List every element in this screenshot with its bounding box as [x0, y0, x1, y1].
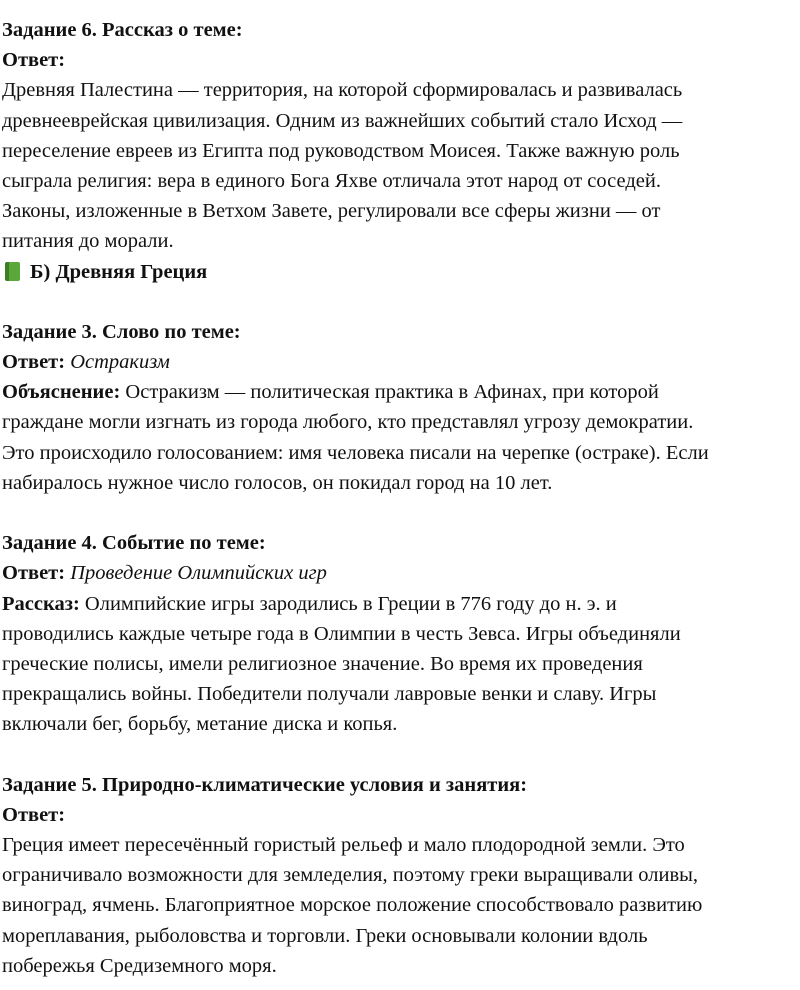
answer-value: Остракизм	[70, 351, 170, 374]
text-line: проводились каждые четыре года в Олимпии в честь Зевса. Игры объединяли	[2, 622, 681, 645]
answer-label: Ответ:	[2, 49, 66, 72]
text-line: Это происходило голосованием: имя человека писали на черепке (остраке). Если	[2, 441, 709, 464]
green-book-icon	[5, 262, 20, 281]
section-heading	[2, 257, 798, 287]
task-4	[2, 528, 798, 739]
text-line: граждане могли изгнать из города любого, кто представлял угрозу демократии.	[2, 411, 694, 434]
answer-row	[2, 347, 798, 377]
document	[2, 15, 798, 981]
text-line: Олимпийские игры зародились в Греции в 776 году до н. э. и	[84, 592, 617, 615]
text-line: питания до морали.	[2, 230, 174, 253]
text-line: побережья Средиземного моря.	[2, 954, 277, 977]
text-line: сыграла религия: вера в единого Бога Яхве отличала этот народ от соседей.	[2, 169, 661, 192]
explanation-row	[2, 377, 798, 407]
text-line: набиралось нужное число голосов, он покидал город на 10 лет.	[2, 471, 553, 494]
text-line: Остракизм — политическая практика в Афинах, при которой	[125, 381, 659, 404]
text-line: прекращались войны. Победители получали лавровые венки и славу. Игры	[2, 683, 657, 706]
task-3	[2, 317, 798, 498]
text-line: ограничивало возможности для земледелия, поэтому греки выращивали оливы,	[2, 864, 699, 887]
text-line: Древняя Палестина — территория, на которой сформировалась и развивалась	[2, 79, 683, 102]
text-line: Законы, изложенные в Ветхом Завете, регулировали все сферы жизни — от	[2, 200, 661, 223]
answer-row	[2, 558, 798, 588]
text-line: переселение евреев из Египта под руководством Моисея. Также важную роль	[2, 139, 680, 162]
text-line: мореплавания, рыболовства и торговли. Греки основывали колонии вдоль	[2, 924, 648, 947]
task-title: Задание 4. Событие по теме:	[2, 532, 266, 555]
task-title: Задание 3. Слово по теме:	[2, 320, 241, 343]
task-5	[2, 770, 798, 981]
task-title: Задание 6. Рассказ о теме:	[2, 19, 243, 41]
answer-label: Ответ:	[2, 351, 66, 374]
answer-label: Ответ:	[2, 562, 66, 585]
task-6	[2, 15, 798, 257]
section-title: Б) Древняя Греция	[30, 260, 208, 283]
text-line: греческие полисы, имели религиозное значение. Во время их проведения	[2, 652, 643, 675]
story-label: Рассказ:	[2, 592, 80, 615]
story-row	[2, 589, 798, 619]
text-line: включали бег, борьбу, метание диска и копья.	[2, 713, 398, 736]
text-line: Греция имеет пересечённый гористый рельеф и мало плодородной земли. Это	[2, 834, 685, 857]
text-line: древнееврейская цивилизация. Одним из важнейших событий стало Исход —	[2, 109, 683, 132]
text-line: виноград, ячмень. Благоприятное морское положение способствовало развитию	[2, 894, 703, 917]
explanation-label: Объяснение:	[2, 381, 121, 404]
answer-value: Проведение Олимпийских игр	[70, 562, 327, 585]
answer-label: Ответ:	[2, 803, 66, 826]
task-title: Задание 5. Природно-климатические условия и занятия:	[2, 773, 528, 796]
